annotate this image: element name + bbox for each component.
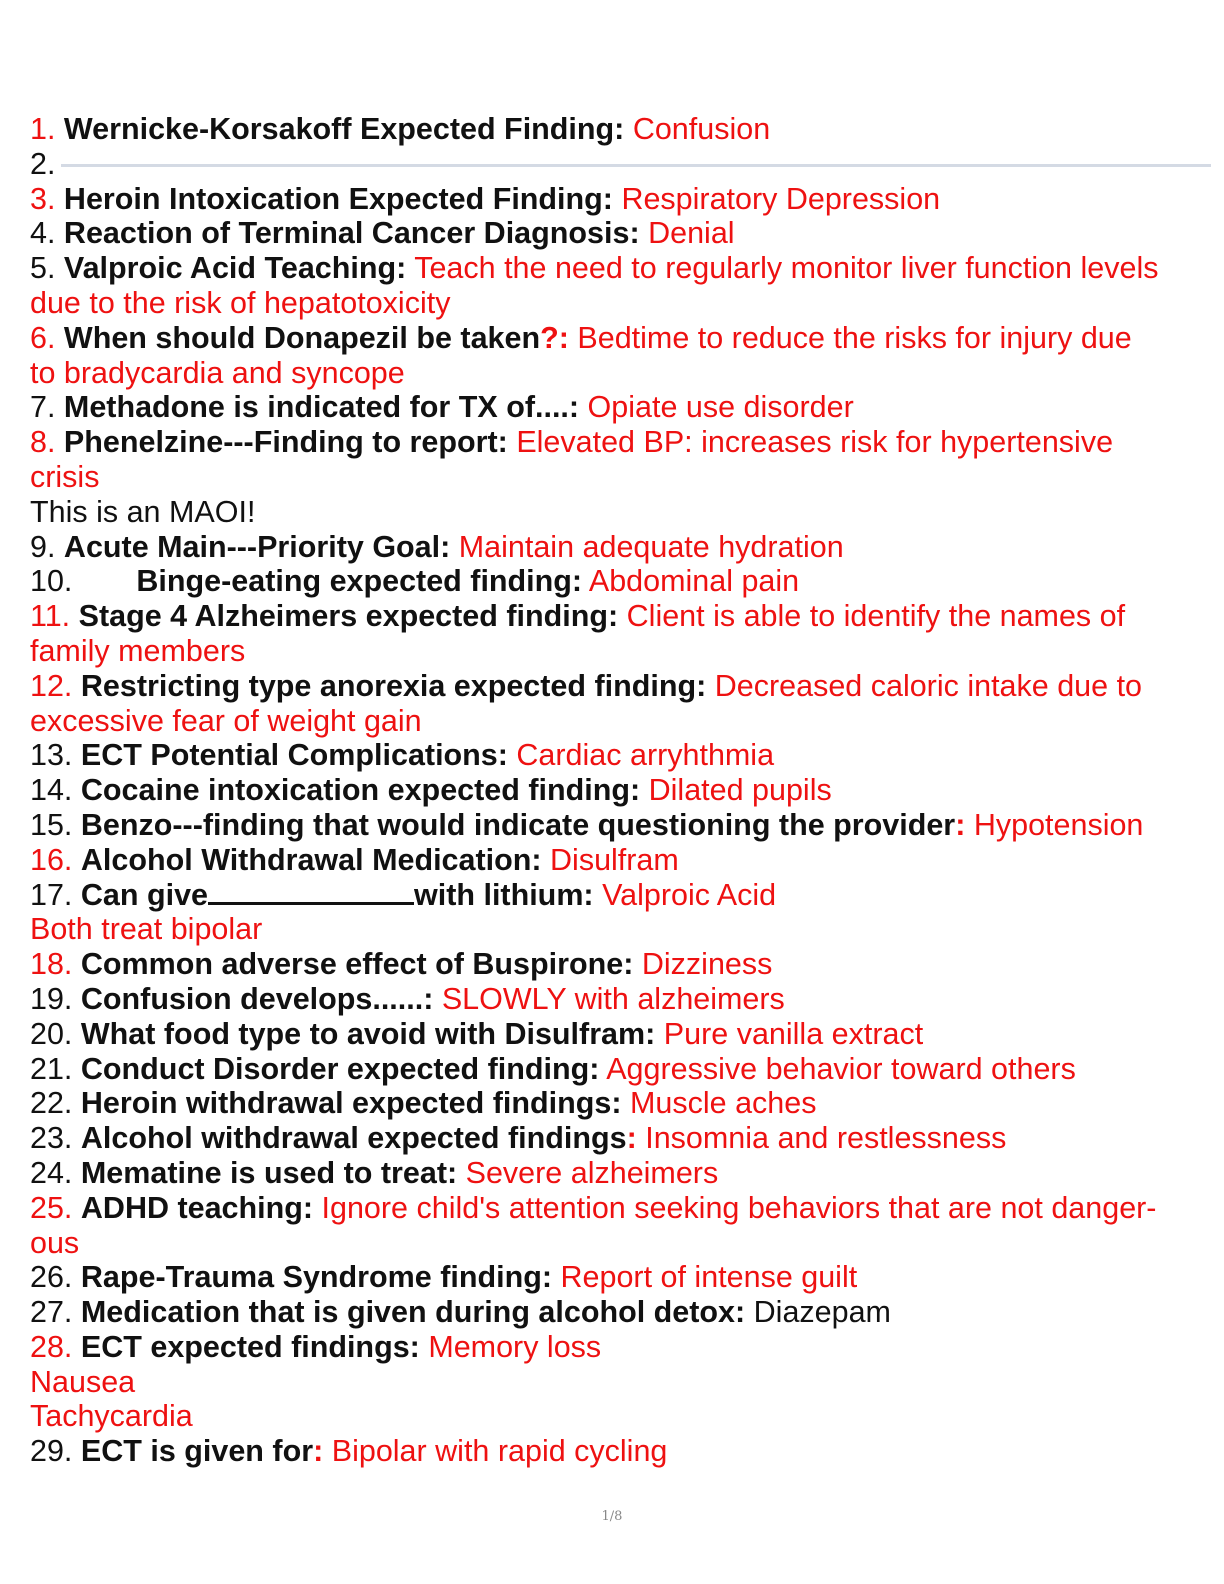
list-item: 26. Rape-Trauma Syndrome finding: Report of intense guilt [30,1260,858,1295]
list-item: 21. Conduct Disorder expected finding: Aggressive behavior toward others [30,1051,1076,1086]
list-item: 1. Wernicke-Korsakoff Expected Finding: Confusion [30,112,771,146]
list-item: 11. Stage 4 Alzheimers expected finding: Client is able to identify the names of [30,599,1126,634]
fill-in-blank [208,882,414,905]
answer-continuation: Tachycardia [30,1399,193,1434]
list-item: 29. ECT is given for: Bipolar with rapid cycling [30,1434,668,1469]
answer-continuation: Nausea [30,1364,136,1399]
list-item: 6. When should Donapezil be taken?: Bedtime to reduce the risks for injury due [30,320,1132,355]
list-item: 27. Medication that is given during alcohol detox: Diazepam [30,1295,891,1330]
answer-continuation: family members [30,633,246,668]
list-item: 17. Can give with lithium: Valproic Acid [30,877,777,912]
note-text: This is an MAOI! [30,494,256,529]
list-item: 15. Benzo---finding that would indicate questioning the provider: Hypotension [30,807,1144,842]
list-item: 7. Methadone is indicated for TX of....: Opiate use disorder [30,390,854,425]
list-item: 25. ADHD teaching: Ignore child's attention seeking behaviors that are not danger- [30,1190,1157,1225]
list-item: 3. Heroin Intoxication Expected Finding: Respiratory Depression [30,181,941,216]
list-item: 2. [30,147,1200,182]
list-item: 18. Common adverse effect of Buspirone: Dizziness [30,947,773,982]
list-item: 24. Mematine is used to treat: Severe alzheimers [30,1155,719,1190]
list-item: 4. Reaction of Terminal Cancer Diagnosis: Denial [30,216,735,251]
answer-continuation: crisis [30,459,100,494]
answer-continuation: excessive fear of weight gain [30,703,422,738]
list-item: 10. Binge-eating expected finding: Abdominal pain [30,564,800,599]
list-item: 16. Alcohol Withdrawal Medication: Disulfram [30,842,679,877]
list-item: 20. What food type to avoid with Disulfram: Pure vanilla extract [30,1016,924,1051]
answer-continuation: ous [30,1225,80,1260]
answer-continuation: Both treat bipolar [30,912,263,947]
answer-continuation: due to the risk of hepatotoxicity [30,285,451,320]
list-item: 13. ECT Potential Complications: Cardiac arryhthmia [30,738,775,773]
list-item: 12. Restricting type anorexia expected finding: Decreased caloric intake due to [30,668,1143,703]
answer-continuation: to bradycardia and syncope [30,355,405,390]
document-page [30,112,1200,1469]
list-item: 22. Heroin withdrawal expected findings: Muscle aches [30,1086,817,1121]
list-item: 9. Acute Main---Priority Goal: Maintain adequate hydration [30,529,844,564]
list-item: 19. Confusion develops......: SLOWLY with alzheimers [30,981,785,1016]
list-item: 5. Valproic Acid Teaching: Teach the need to regularly monitor liver function levels [30,251,1159,286]
horizontal-rule [61,164,1211,167]
list-item: 28. ECT expected findings: Memory loss [30,1329,602,1364]
list-item: 8. Phenelzine---Finding to report: Elevated BP: increases risk for hypertensive [30,425,1114,460]
list-item: 14. Cocaine intoxication expected finding: Dilated pupils [30,773,832,808]
page-number: 1/8 [601,1509,623,1524]
list-item: 23. Alcohol withdrawal expected findings: Insomnia and restlessness [30,1121,1007,1156]
